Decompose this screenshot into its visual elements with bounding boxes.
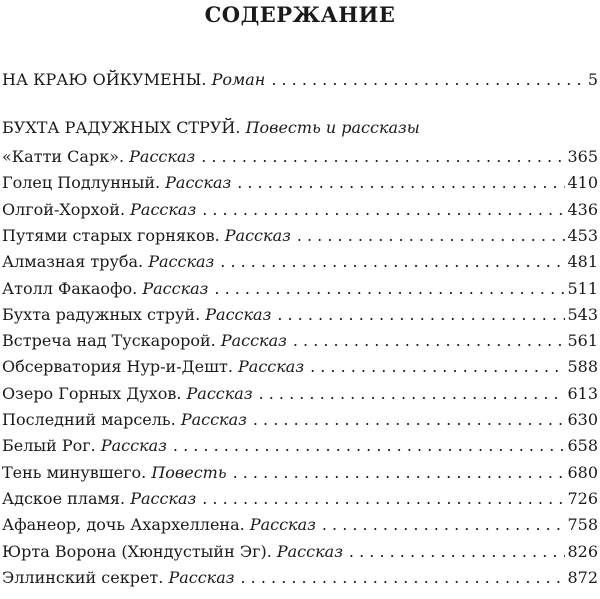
- entry-kind: Рассказ: [129, 147, 196, 166]
- dot-leader: [322, 515, 566, 535]
- entry-title: Бухта радужных струй.: [2, 304, 201, 324]
- entry-page-number: 511: [567, 278, 598, 298]
- entry-kind: Рассказ: [186, 383, 253, 403]
- entry-title: Юрта Ворона (Хюндустыйн Эг).: [2, 541, 272, 561]
- entry-title: Озеро Горных Духов.: [2, 383, 182, 403]
- entry-title: Эллинский секрет.: [2, 567, 164, 587]
- entry-kind: Рассказ: [205, 304, 272, 324]
- dot-leader: [214, 279, 565, 299]
- toc-entry: [2, 252, 598, 272]
- dot-leader: [173, 436, 566, 456]
- toc-entry: [2, 173, 598, 193]
- entry-title: Тень минувшего.: [2, 462, 147, 482]
- dot-leader: [241, 568, 566, 588]
- entry-kind: Рассказ: [165, 173, 232, 193]
- dot-leader: [202, 489, 565, 509]
- section-heading: [2, 118, 420, 138]
- toc-entry: [2, 147, 598, 167]
- section-kind: Повесть и рассказы: [245, 118, 420, 137]
- toc-entry: [2, 357, 598, 377]
- entry-kind: Рассказ: [130, 199, 197, 219]
- toc-entry: [2, 436, 598, 456]
- toc-entry: [2, 568, 598, 588]
- toc-entry: [2, 331, 598, 351]
- entry-title: Афанеор, дочь Ахархеллена.: [2, 515, 245, 535]
- entry-kind: Рассказ: [249, 515, 316, 535]
- dot-leader: [201, 147, 565, 167]
- entry-title: Олгой-Хорхой.: [2, 199, 126, 219]
- dot-leader: [237, 173, 565, 193]
- dot-leader: [220, 252, 565, 272]
- toc-entry: [2, 305, 598, 325]
- dot-leader: [297, 226, 566, 246]
- entry-title: Алмазная труба.: [2, 252, 144, 272]
- dot-leader: [310, 357, 565, 377]
- entry-title: «Катти Сарк».: [2, 147, 125, 166]
- entry-kind: Рассказ: [224, 225, 291, 245]
- entry-kind: Рассказ: [238, 357, 305, 377]
- entry-kind: Рассказ: [142, 278, 209, 298]
- toc-entry: [2, 226, 598, 246]
- entry-page-number: 630: [567, 410, 598, 429]
- dot-leader: [271, 70, 586, 90]
- entry-kind: Рассказ: [130, 488, 197, 508]
- entry-page-number: 365: [567, 147, 598, 166]
- entry-page-number: 872: [567, 567, 598, 587]
- dot-leader: [202, 200, 565, 220]
- toc-entry: [2, 489, 598, 509]
- toc-entry: [2, 463, 598, 483]
- dot-leader: [233, 463, 566, 483]
- entry-page-number: 436: [567, 199, 598, 219]
- entry-title: Атолл Факаофо.: [2, 278, 138, 298]
- page-title: СОДЕРЖАНИЕ: [204, 2, 396, 27]
- entry-title: НА КРАЮ ОЙКУМЕНЫ.: [2, 70, 207, 89]
- entry-page-number: 826: [567, 541, 598, 561]
- entry-page-number: 613: [567, 383, 598, 403]
- entry-page-number: 726: [567, 488, 598, 508]
- entry-kind: Рассказ: [220, 331, 287, 351]
- toc-entry: [2, 200, 598, 220]
- entry-page-number: 680: [567, 462, 598, 482]
- entry-title: Последний марсель.: [2, 410, 176, 429]
- entry-page-number: 543: [567, 304, 598, 324]
- entry-kind: Рассказ: [100, 436, 167, 456]
- toc-entry: [2, 279, 598, 299]
- toc-entry: [2, 515, 598, 535]
- dot-leader: [253, 410, 566, 430]
- entry-page-number: 5: [587, 70, 598, 89]
- entry-title: Голец Подлунный.: [2, 173, 161, 193]
- entry-page-number: 561: [567, 331, 598, 351]
- entry-title: Путями старых горняков.: [2, 225, 220, 245]
- entry-kind: Роман: [211, 70, 266, 89]
- entry-kind: Рассказ: [180, 410, 247, 429]
- entry-page-number: 658: [567, 436, 598, 456]
- entry-page-number: 481: [567, 252, 598, 272]
- dot-leader: [259, 384, 566, 404]
- entry-title: Встреча над Тускаророй.: [2, 331, 216, 351]
- entry-kind: Рассказ: [148, 252, 215, 272]
- dot-leader: [349, 542, 566, 562]
- entry-page-number: 453: [567, 225, 598, 245]
- entry-kind: Повесть: [151, 462, 227, 482]
- entry-page-number: 758: [567, 515, 598, 535]
- toc-entry: [2, 384, 598, 404]
- entry-title: Белый Рог.: [2, 436, 96, 456]
- toc-entry-novel: [2, 70, 598, 90]
- dot-leader: [293, 331, 566, 351]
- entry-page-number: 588: [567, 357, 598, 377]
- entry-kind: Рассказ: [168, 567, 235, 587]
- entry-kind: Рассказ: [276, 541, 343, 561]
- entry-page-number: 410: [567, 173, 598, 193]
- entry-title: Адское пламя.: [2, 488, 126, 508]
- toc-entry: [2, 542, 598, 562]
- entry-title: Обсерватория Нур-и-Дешт.: [2, 357, 233, 377]
- toc-entry: [2, 410, 598, 430]
- dot-leader: [277, 305, 565, 325]
- section-title: БУХТА РАДУЖНЫХ СТРУЙ.: [2, 118, 241, 137]
